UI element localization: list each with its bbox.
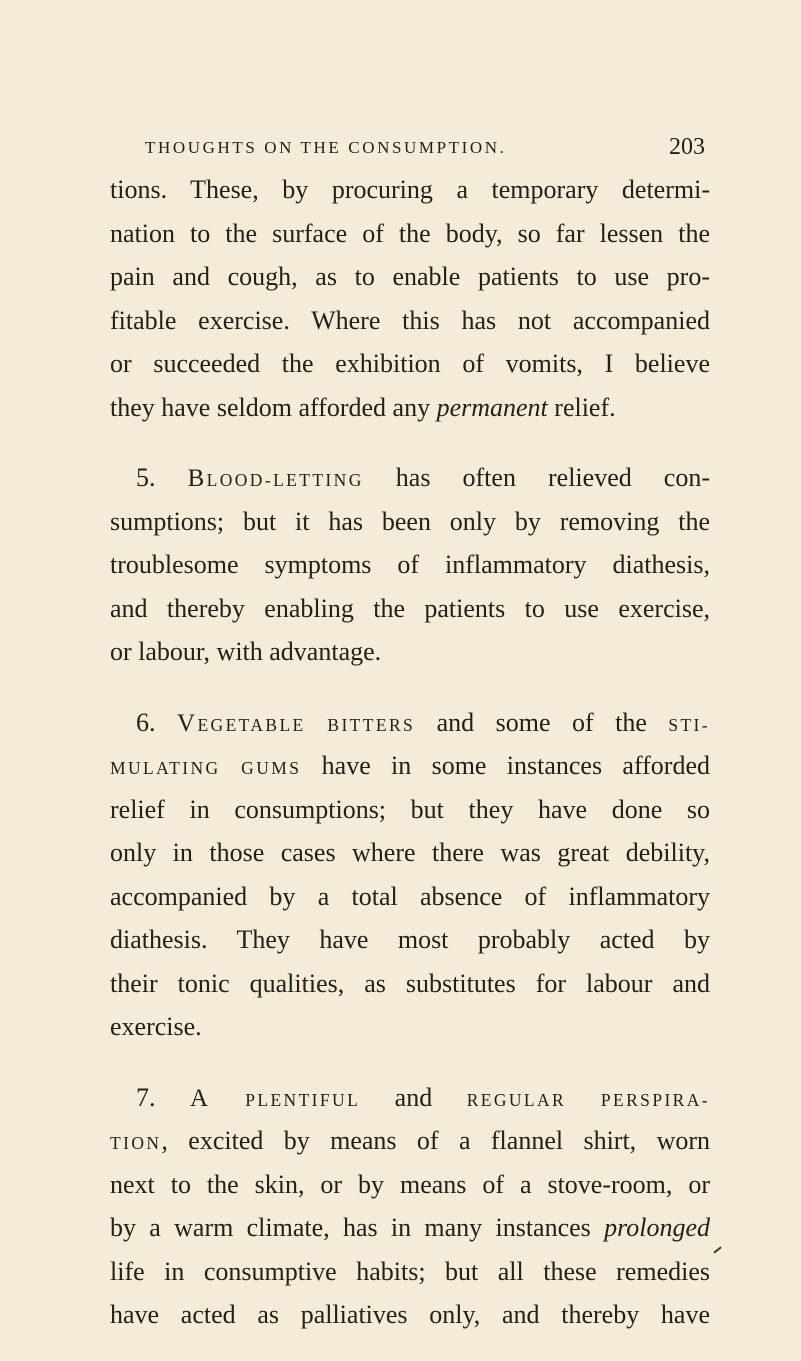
text-line: [110, 1119, 710, 1163]
text-line: nation to the surface of the body, so far lessen the: [110, 218, 710, 248]
text-line: pain and cough, as to enable patients to use pro-: [110, 262, 710, 291]
text-line: exercise.: [110, 1012, 202, 1041]
text-line: their tonic qualities, as substitutes for labour and: [110, 968, 710, 998]
text-run: by a warm climate, has in many instances: [110, 1213, 605, 1242]
item-number: 7.: [136, 1082, 156, 1112]
text-line: or labour, with advantage.: [110, 637, 382, 666]
paragraph-gap: [110, 429, 710, 456]
body-text: [110, 168, 710, 1337]
text-line: or succeeded the exhibition of vomits, I believe: [110, 349, 710, 378]
text-line: life in consumptive habits; but all these remedies: [110, 1256, 710, 1286]
text-line: [110, 456, 710, 500]
italic-emphasis: permanent: [436, 392, 548, 422]
section-head: STI-: [668, 714, 711, 735]
text-run: has often relieved con-: [363, 463, 710, 492]
text-line: fitable exercise. Where this has not accompanied: [110, 305, 710, 335]
stray-mark: [713, 1246, 721, 1253]
item-number: 5.: [136, 463, 156, 492]
text-line: [110, 386, 710, 430]
section-head-initial: A: [190, 1084, 211, 1112]
text-line: [110, 1076, 710, 1120]
text-line: relief in consumptions; but they have done so: [110, 794, 710, 824]
paragraph-gap: [110, 674, 710, 701]
page-number: 203: [669, 134, 705, 160]
text-run: and some of the: [415, 707, 669, 737]
text-line: sumptions; but it has been only by removing the: [110, 506, 710, 536]
text-line: accompanied by a total absence of inflammatory: [110, 881, 710, 911]
page-header: [145, 134, 705, 170]
text-line: tions. These, by procuring a temporary determi-: [110, 175, 710, 204]
paragraph-gap: [110, 1049, 710, 1076]
italic-emphasis: prolonged: [604, 1213, 710, 1242]
section-head: REGULAR PERSPIRA-: [466, 1089, 711, 1110]
section-head-initial: V: [176, 709, 198, 737]
text-run: they have seldom afforded any: [110, 392, 437, 422]
text-line: have acted as palliatives only, and thereby have: [110, 1300, 710, 1329]
text-run: and: [360, 1082, 467, 1112]
section-head: TION: [110, 1133, 162, 1153]
text-line: [110, 744, 710, 788]
text-line: troublesome symptoms of inflammatory diathesis,: [110, 550, 710, 579]
section-head: EGETABLE BITTERS: [197, 714, 416, 735]
text-line: [110, 701, 710, 745]
text-line: diathesis. They have most probably acted by: [110, 925, 710, 954]
text-run: relief.: [547, 392, 616, 422]
running-head: THOUGHTS ON THE CONSUMPTION.: [145, 138, 507, 157]
text-line: [110, 1206, 710, 1250]
section-head-initial: B: [187, 465, 207, 492]
section-head: LOOD-LETTING: [206, 470, 364, 490]
section-head: MULATING GUMS: [110, 758, 302, 778]
text-line: only in those cases where there was great debility,: [110, 838, 710, 867]
text-run: have in some instances afforded: [301, 751, 710, 780]
text-line: and thereby enabling the patients to use exercise,: [110, 593, 710, 623]
section-head: PLENTIFUL: [210, 1089, 361, 1110]
item-number: 6.: [136, 707, 156, 737]
text-line: next to the skin, or by means of a stove-room, or: [110, 1169, 710, 1199]
text-run: , excited by means of a flannel shirt, worn: [161, 1126, 710, 1155]
